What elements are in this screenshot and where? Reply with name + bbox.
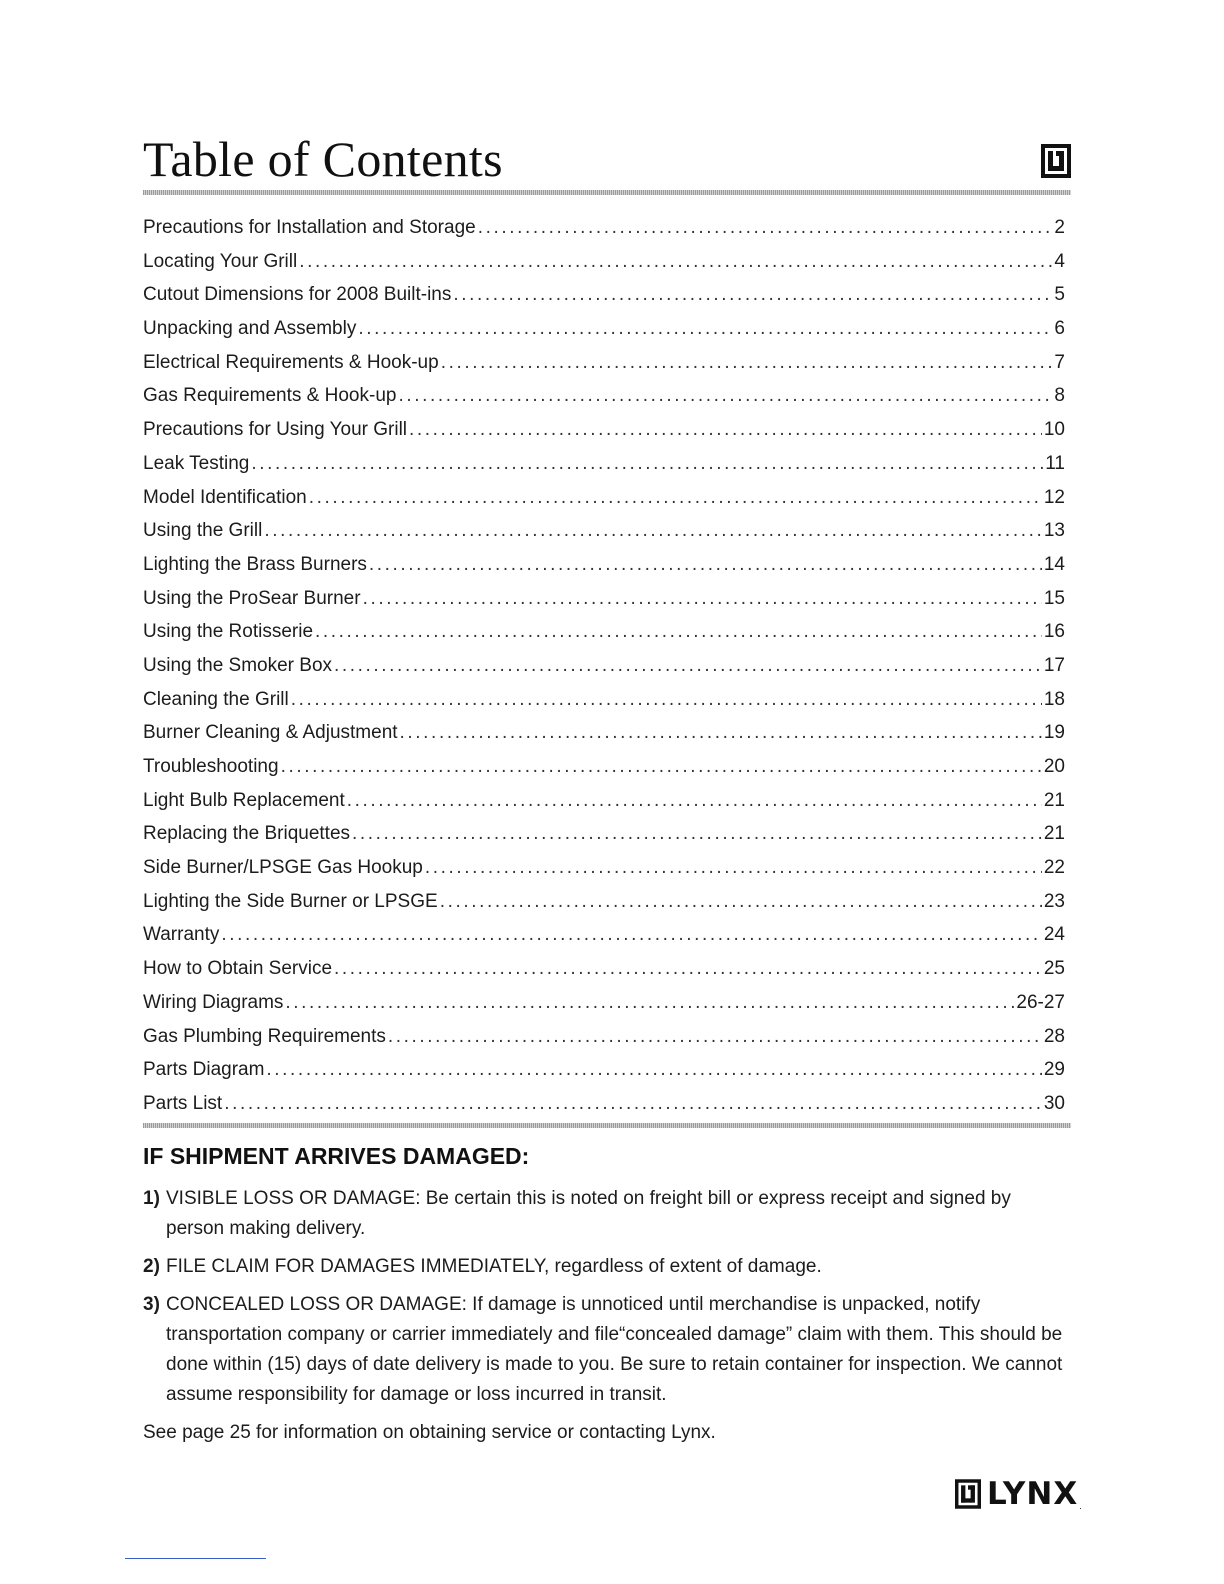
toc-entry-page: 15 [1043,587,1065,609]
toc-entry[interactable] [143,649,1065,683]
toc-entry-page: 28 [1043,1025,1065,1047]
toc-entry[interactable] [143,683,1065,717]
toc-entry[interactable] [143,447,1065,481]
toc-entry-title: Troubleshooting [143,756,279,777]
lynx-logo-icon [955,1479,981,1509]
toc-entry-page: 21 [1043,823,1065,845]
toc-entry-page: 13 [1043,520,1065,542]
instruction-number: 3) [143,1294,160,1315]
toc-entry[interactable] [143,851,1065,885]
service-note: See page 25 for information on obtaining service or contacting Lynx. [143,1422,716,1443]
toc-entry-page: 22 [1043,857,1065,879]
toc-entry-title: Using the Grill [143,520,263,542]
dot-leader [281,750,1042,784]
dot-leader [347,784,1042,818]
dot-leader [369,548,1042,582]
toc-entry-page: 30 [1043,1092,1065,1114]
toc-entry[interactable] [143,245,1065,279]
dot-leader [440,885,1042,919]
toc-entry-page: 5 [1054,284,1065,306]
toc-entry[interactable] [143,918,1065,952]
toc-entry-title: Replacing the Briquettes [143,823,351,845]
toc-entry-title: Precautions for Using Your Grill [143,419,408,441]
dot-leader [264,514,1042,548]
toc-entry-title: Electrical Requirements & Hook-up [143,351,439,373]
toc-entry-page: 8 [1054,385,1065,407]
shipment-heading: IF SHIPMENT ARRIVES DAMAGED: [143,1143,530,1169]
toc-entry-page: 29 [1043,1059,1065,1081]
dot-leader [299,245,1052,279]
toc-entry-title: Parts List [143,1092,223,1114]
toc-entry-page: 6 [1054,318,1065,340]
toc-entry[interactable] [143,817,1065,851]
toc-entry-title: Model Identification [143,486,307,508]
instruction-text: FILE CLAIM FOR DAMAGES IMMEDIATELY, regardless of extent of damage. [166,1256,822,1277]
dot-leader [400,716,1042,750]
shipment-instruction [143,1252,1065,1282]
toc-entry[interactable] [143,548,1065,582]
toc-entry-page: 10 [1043,419,1065,441]
toc-entry-page: 21 [1043,789,1065,811]
dot-leader [409,413,1042,447]
footer-brand [955,1477,1082,1511]
toc-entry-page: 23 [1043,890,1065,912]
dot-leader [425,851,1042,885]
toc-entry-title: Parts Diagram [143,1059,265,1081]
toc-entry-page: 20 [1043,756,1065,777]
toc-entry-page: 18 [1043,688,1065,710]
instruction-text: VISIBLE LOSS OR DAMAGE: Be certain this is noted on freight bill or express receipt and signed by person making delivery. [166,1188,1011,1239]
header [143,128,1071,198]
toc-entry-title: Cutout Dimensions for 2008 Built-ins [143,284,452,306]
toc-entry-title: Gas Plumbing Requirements [143,1025,386,1047]
title-divider [143,190,1071,195]
toc-entry[interactable] [143,784,1065,818]
dot-leader [398,379,1052,413]
toc-entry-page: 17 [1043,654,1065,676]
toc-entry[interactable] [143,278,1065,312]
dot-leader [363,582,1042,616]
dot-leader [221,918,1041,952]
dot-leader [478,211,1053,245]
section-divider [143,1123,1071,1128]
toc-entry[interactable] [143,716,1065,750]
toc-entry[interactable] [143,582,1065,616]
toc-entry-title: Burner Cleaning & Adjustment [143,722,398,744]
toc-entry[interactable] [143,750,1065,784]
dot-leader [334,649,1042,683]
instruction-text: CONCEALED LOSS OR DAMAGE: If damage is unnoticed until merchandise is unpacked, notify transportation company or carrier immediately and file“concealed damage” claim with them. This should be done within (15) days of date delivery is made to you. Be sure to retain container for inspection. We cannot assume responsibility for damage or loss incurred in transit. [166,1294,1063,1405]
toc-entry[interactable] [143,986,1065,1020]
toc-entry-title: Using the Smoker Box [143,654,333,676]
toc-entry[interactable] [143,312,1065,346]
shipment-instruction [143,1184,1065,1244]
dot-leader [224,1087,1042,1121]
toc-entry-title: Wiring Diagrams [143,991,284,1013]
toc-entry-title: How to Obtain Service [143,958,333,980]
toc-entry-title: Unpacking and Assembly [143,318,357,340]
toc-entry-title: Warranty [143,924,220,946]
dot-leader [441,346,1053,380]
toc-entry-page: 25 [1043,958,1065,980]
dot-leader [315,615,1042,649]
toc-entry-title: Side Burner/LPSGE Gas Hookup [143,857,423,879]
toc-entry-page: 26-27 [1016,991,1065,1013]
shipment-damage-notice [143,1138,1065,1448]
toc-entry-title: Lighting the Brass Burners [143,553,367,575]
toc-entry-title: Using the ProSear Burner [143,587,361,609]
dot-leader [309,481,1042,515]
toc-entry-page: 2 [1054,217,1065,238]
dot-leader [291,683,1042,717]
toc-entry[interactable] [143,514,1065,548]
brand-name: LYNX [987,1476,1079,1512]
toc-entry[interactable] [143,1020,1065,1054]
toc-entry[interactable] [143,211,1065,245]
dot-leader [251,447,1043,481]
toc-entry-page: 16 [1043,621,1065,643]
toc-entry[interactable] [143,379,1065,413]
toc-entry[interactable] [143,952,1065,986]
toc-entry-title: Precautions for Installation and Storage [143,217,476,238]
toc-entry-page: 7 [1054,351,1065,373]
toc-entry-page: 12 [1043,486,1065,508]
link-underline [125,1558,266,1559]
instruction-number: 2) [143,1256,160,1277]
dot-leader [388,1020,1042,1054]
toc-entry[interactable] [143,413,1065,447]
toc-entry-title: Locating Your Grill [143,250,298,272]
toc-entry[interactable] [143,885,1065,919]
toc-entry[interactable] [143,615,1065,649]
toc-entry-title: Using the Rotisserie [143,621,314,643]
toc-list [143,211,1065,1121]
toc-entry-title: Lighting the Side Burner or LPSGE [143,890,438,912]
instruction-number: 1) [143,1188,160,1209]
dot-leader [266,1053,1041,1087]
toc-entry-title: Light Bulb Replacement [143,789,345,811]
toc-entry[interactable] [143,1087,1065,1121]
dot-leader [285,986,1014,1020]
toc-entry-page: 19 [1043,722,1065,744]
toc-entry-page: 11 [1045,452,1065,474]
shipment-instruction [143,1290,1065,1410]
toc-entry-page: 24 [1043,924,1065,946]
toc-entry[interactable] [143,1053,1065,1087]
page-title: Table of Contents [143,131,503,187]
toc-entry-title: Gas Requirements & Hook-up [143,385,397,407]
toc-entry-page: 4 [1054,250,1065,272]
dot-leader [453,278,1052,312]
dot-leader [352,817,1042,851]
dot-leader [358,312,1052,346]
toc-entry-title: Leak Testing [143,452,250,474]
toc-entry-page: 14 [1043,553,1065,575]
toc-entry[interactable] [143,481,1065,515]
lynx-logo-icon [1041,144,1071,178]
shipment-instructions [143,1184,1065,1410]
toc-entry-title: Cleaning the Grill [143,688,289,710]
brand-trademark: . [1079,1501,1082,1511]
dot-leader [334,952,1042,986]
toc-entry[interactable] [143,346,1065,380]
